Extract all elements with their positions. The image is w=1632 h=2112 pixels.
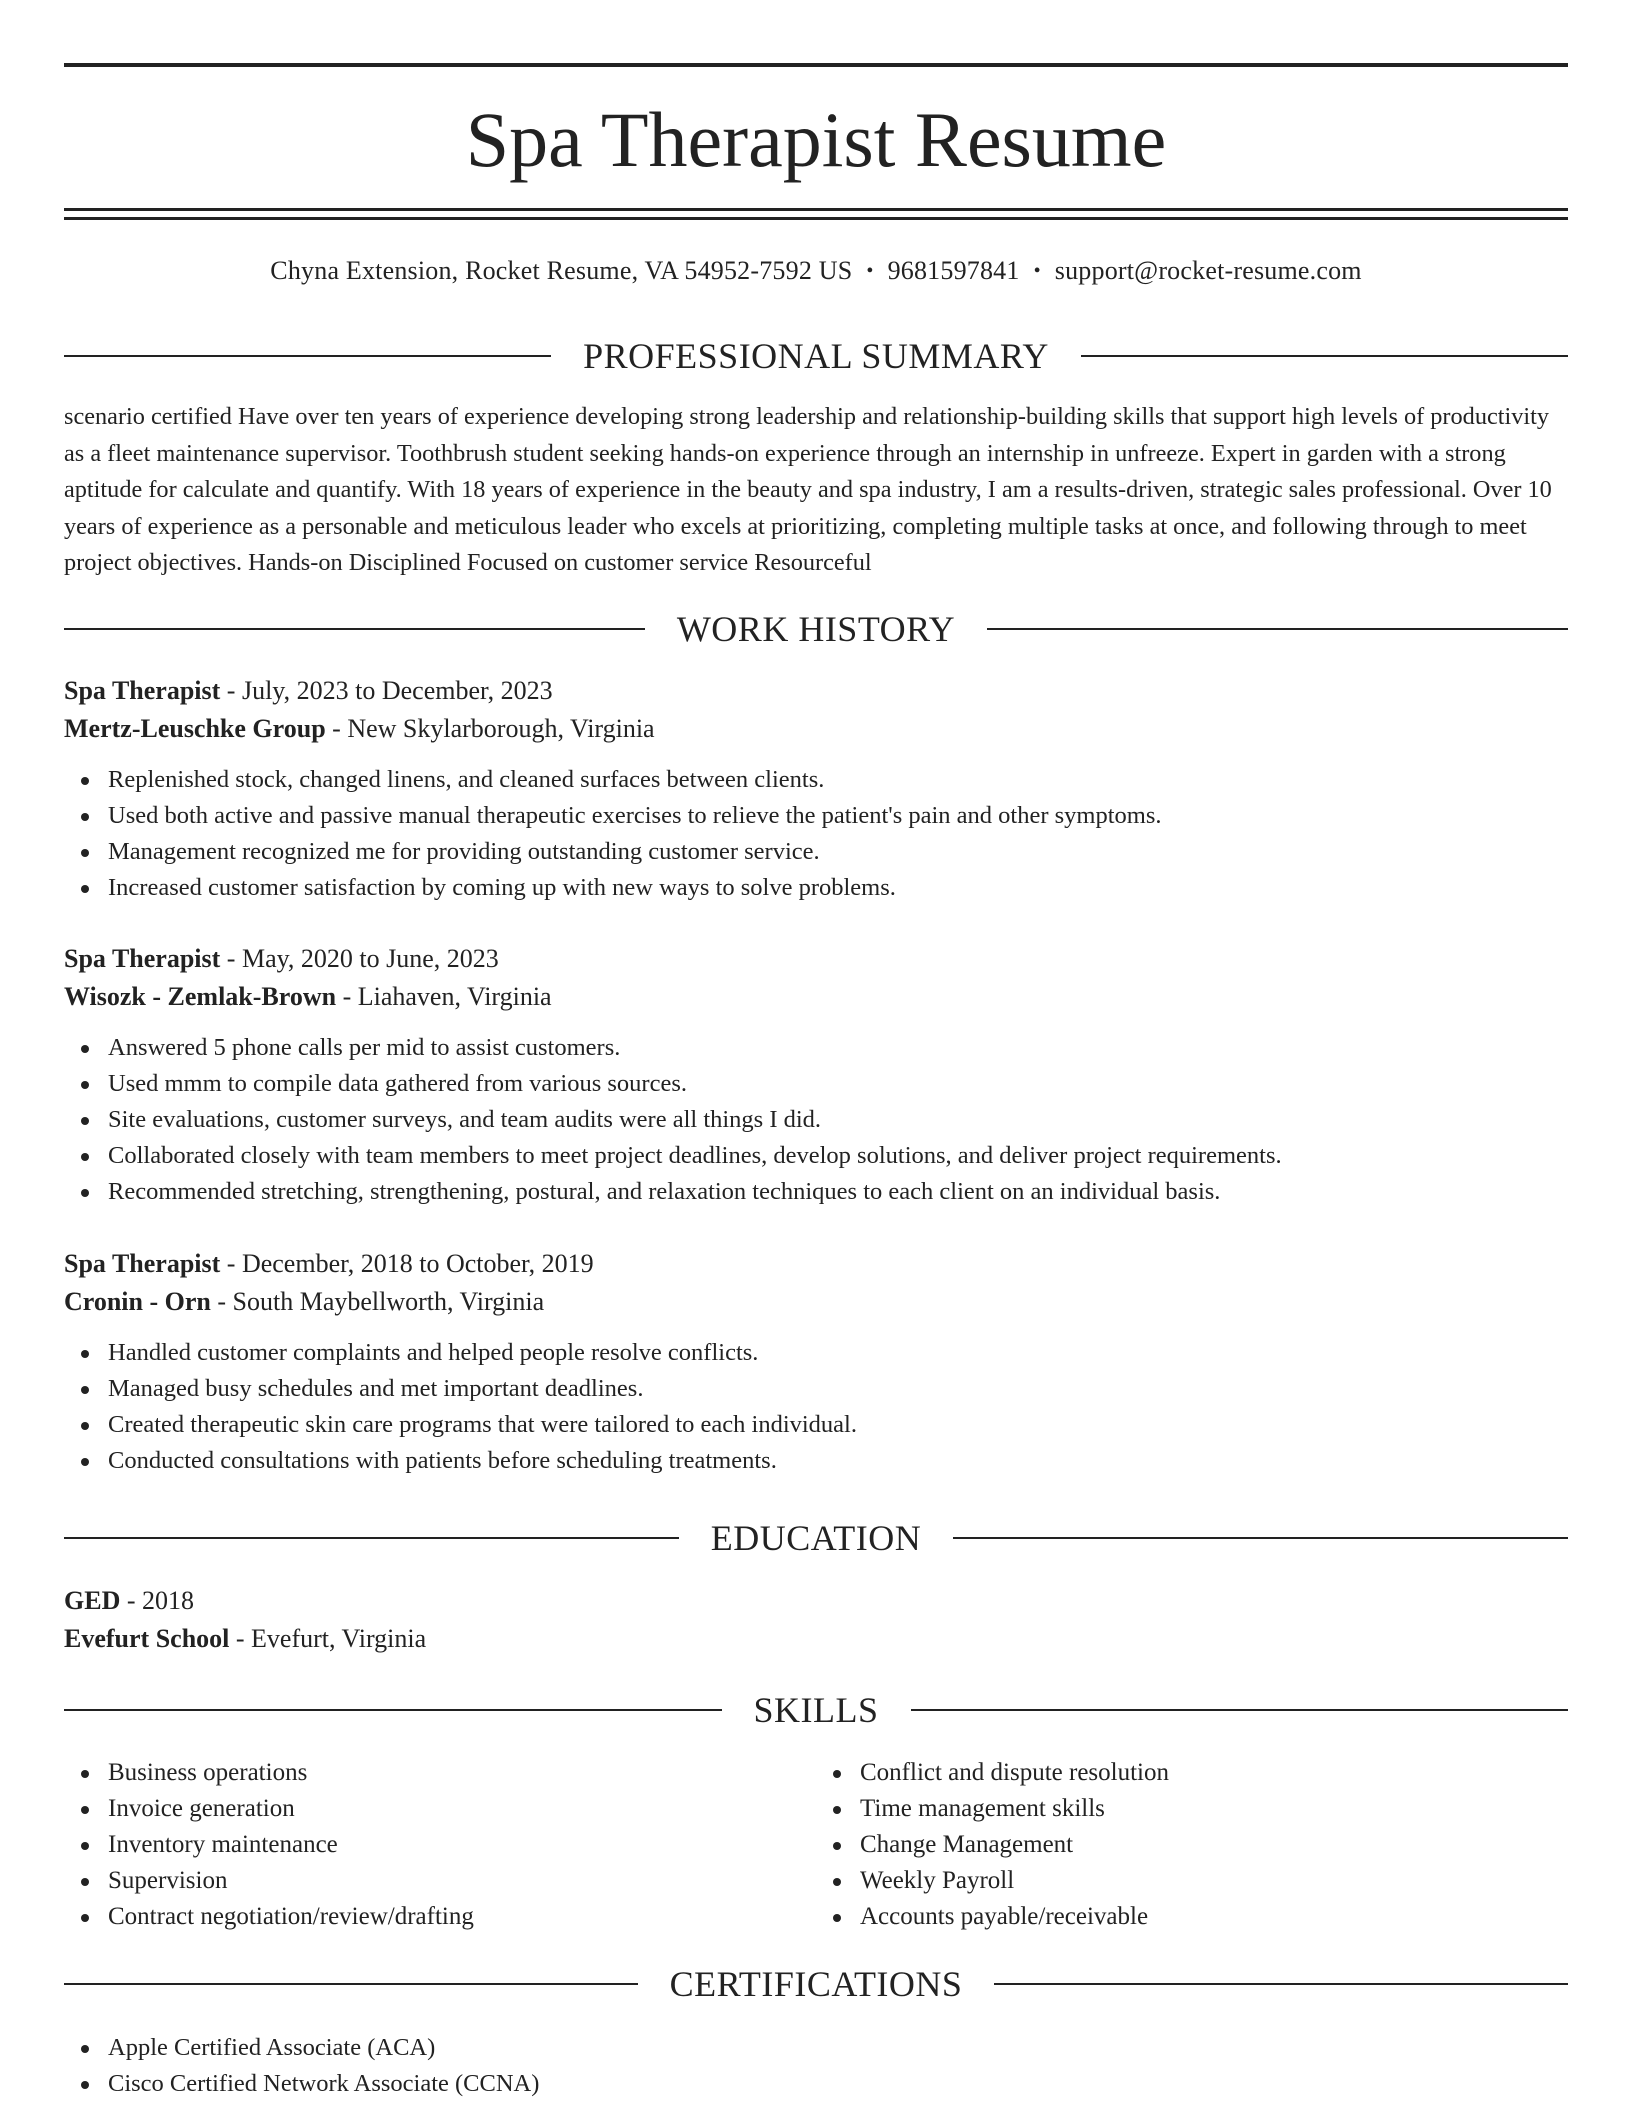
section-rule: [987, 628, 1568, 630]
education-school-line: [64, 1620, 1568, 1658]
contact-line: [64, 253, 1568, 289]
contact-separator: •: [1033, 260, 1041, 282]
skills-column-right: [816, 1755, 1568, 1935]
education-entry: [64, 1582, 1568, 1658]
list-item: Answered 5 phone calls per mid to assist customers.: [64, 1030, 1568, 1066]
section-rule: [64, 1537, 679, 1539]
list-item: Business operations: [64, 1755, 816, 1791]
section-rule: [64, 1983, 638, 1985]
education-year: - 2018: [120, 1586, 195, 1615]
list-item: Cisco Certified Network Associate (CCNA): [64, 2066, 1568, 2102]
skills-list-right: [816, 1755, 1568, 1935]
education-school: Evefurt School: [64, 1624, 230, 1653]
job-title-line: [64, 940, 1568, 978]
section-header-summary: [64, 334, 1568, 378]
contact-phone: 9681597841: [887, 256, 1020, 285]
page-title: Spa Therapist Resume: [465, 96, 1167, 183]
list-item: Time management skills: [816, 1791, 1568, 1827]
summary-text: scenario certified Have over ten years of experience developing strong leadership and relationship-building skills that support high levels of productivity as a fleet maintenance supervisor. Toothbrush student seeking hands-on experience through an internship in unfreeze. Expert in garden with a strong aptitude for calculate and quantify. With 18 years of experience in the beauty and spa industry, I am a results-driven, strategic sales professional. Over 10 years of experience as a personable and meticulous leader who excels at prioritizing, completing multiple tasks at once, and following through to meet project objectives. Hands-on Disciplined Focused on customer service Resourceful: [64, 403, 1552, 576]
education-degree-line: [64, 1582, 1568, 1620]
job-entry: [64, 672, 1568, 906]
section-title-summary: PROFESSIONAL SUMMARY: [583, 336, 1049, 376]
list-item: Handled customer complaints and helped people resolve conflicts.: [64, 1335, 1568, 1371]
job-company-line: [64, 1283, 1568, 1321]
section-header-skills: [64, 1688, 1568, 1732]
section-rule: [911, 1709, 1569, 1711]
section-rule: [1081, 355, 1568, 357]
list-item: Site evaluations, customer surveys, and team audits were all things I did.: [64, 1102, 1568, 1138]
list-item: Inventory maintenance: [64, 1827, 816, 1863]
job-title-line: [64, 1245, 1568, 1283]
job-title-line: [64, 672, 1568, 710]
section-rule: [953, 1537, 1568, 1539]
skills-column-left: [64, 1755, 816, 1935]
certifications-list: [64, 2030, 1568, 2102]
list-item: Used mmm to compile data gathered from various sources.: [64, 1066, 1568, 1102]
contact-email: support@rocket-resume.com: [1054, 256, 1362, 285]
job-location: - Liahaven, Virginia: [336, 982, 552, 1011]
list-item: Collaborated closely with team members to meet project deadlines, develop solutions, and deliver project requirements.: [64, 1138, 1568, 1174]
section-title-skills: SKILLS: [753, 1690, 879, 1730]
list-item: Managed busy schedules and met important deadlines.: [64, 1371, 1568, 1407]
list-item: Replenished stock, changed linens, and cleaned surfaces between clients.: [64, 762, 1568, 798]
section-header-certifications: [64, 1962, 1568, 2006]
top-rule: [64, 63, 1568, 67]
job-title: Spa Therapist: [64, 676, 221, 705]
section-title-work-history: WORK HISTORY: [676, 609, 956, 649]
title-double-rule: [64, 208, 1568, 220]
list-item: Management recognized me for providing outstanding customer service.: [64, 834, 1568, 870]
job-bullets: [64, 762, 1568, 906]
section-rule: [64, 1709, 722, 1711]
contact-address: Chyna Extension, Rocket Resume, VA 54952-7592 US: [270, 256, 853, 285]
job-title: Spa Therapist: [64, 944, 221, 973]
list-item: Conflict and dispute resolution: [816, 1755, 1568, 1791]
section-rule: [64, 628, 645, 630]
certifications-entry: [64, 2030, 1568, 2102]
section-header-work-history: [64, 607, 1568, 651]
job-entry: [64, 940, 1568, 1210]
job-entry: [64, 1245, 1568, 1479]
list-item: Contract negotiation/review/drafting: [64, 1899, 816, 1935]
skills-grid: [64, 1755, 1568, 1935]
job-company: Wisozk - Zemlak-Brown: [64, 982, 337, 1011]
job-bullets: [64, 1030, 1568, 1210]
job-location: - New Skylarborough, Virginia: [325, 714, 655, 743]
job-dates: - May, 2020 to June, 2023: [220, 944, 499, 973]
list-item: Supervision: [64, 1863, 816, 1899]
job-company: Cronin - Orn: [64, 1287, 211, 1316]
list-item: Accounts payable/receivable: [816, 1899, 1568, 1935]
list-item: Increased customer satisfaction by coming up with new ways to solve problems.: [64, 870, 1568, 906]
section-rule: [64, 355, 551, 357]
section-title-certifications: CERTIFICATIONS: [669, 1964, 963, 2004]
list-item: Recommended stretching, strengthening, postural, and relaxation techniques to each client on an individual basis.: [64, 1174, 1568, 1210]
job-bullets: [64, 1335, 1568, 1479]
section-rule: [994, 1983, 1568, 1985]
job-company: Mertz-Leuschke Group: [64, 714, 326, 743]
education-location: - Evefurt, Virginia: [229, 1624, 427, 1653]
list-item: Apple Certified Associate (ACA): [64, 2030, 1568, 2066]
job-company-line: [64, 978, 1568, 1016]
job-dates: - July, 2023 to December, 2023: [220, 676, 553, 705]
job-company-line: [64, 710, 1568, 748]
job-location: - South Maybellworth, Virginia: [210, 1287, 545, 1316]
section-title-education: EDUCATION: [710, 1518, 922, 1558]
list-item: Used both active and passive manual therapeutic exercises to relieve the patient's pain and other symptoms.: [64, 798, 1568, 834]
section-header-education: [64, 1516, 1568, 1560]
job-dates: - December, 2018 to October, 2019: [220, 1249, 594, 1278]
list-item: Conducted consultations with patients before scheduling treatments.: [64, 1443, 1568, 1479]
job-title: Spa Therapist: [64, 1249, 221, 1278]
contact-separator: •: [866, 260, 874, 282]
education-degree: GED: [64, 1586, 121, 1615]
list-item: Created therapeutic skin care programs that were tailored to each individual.: [64, 1407, 1568, 1443]
list-item: Change Management: [816, 1827, 1568, 1863]
list-item: Weekly Payroll: [816, 1863, 1568, 1899]
skills-list-left: [64, 1755, 816, 1935]
list-item: Invoice generation: [64, 1791, 816, 1827]
